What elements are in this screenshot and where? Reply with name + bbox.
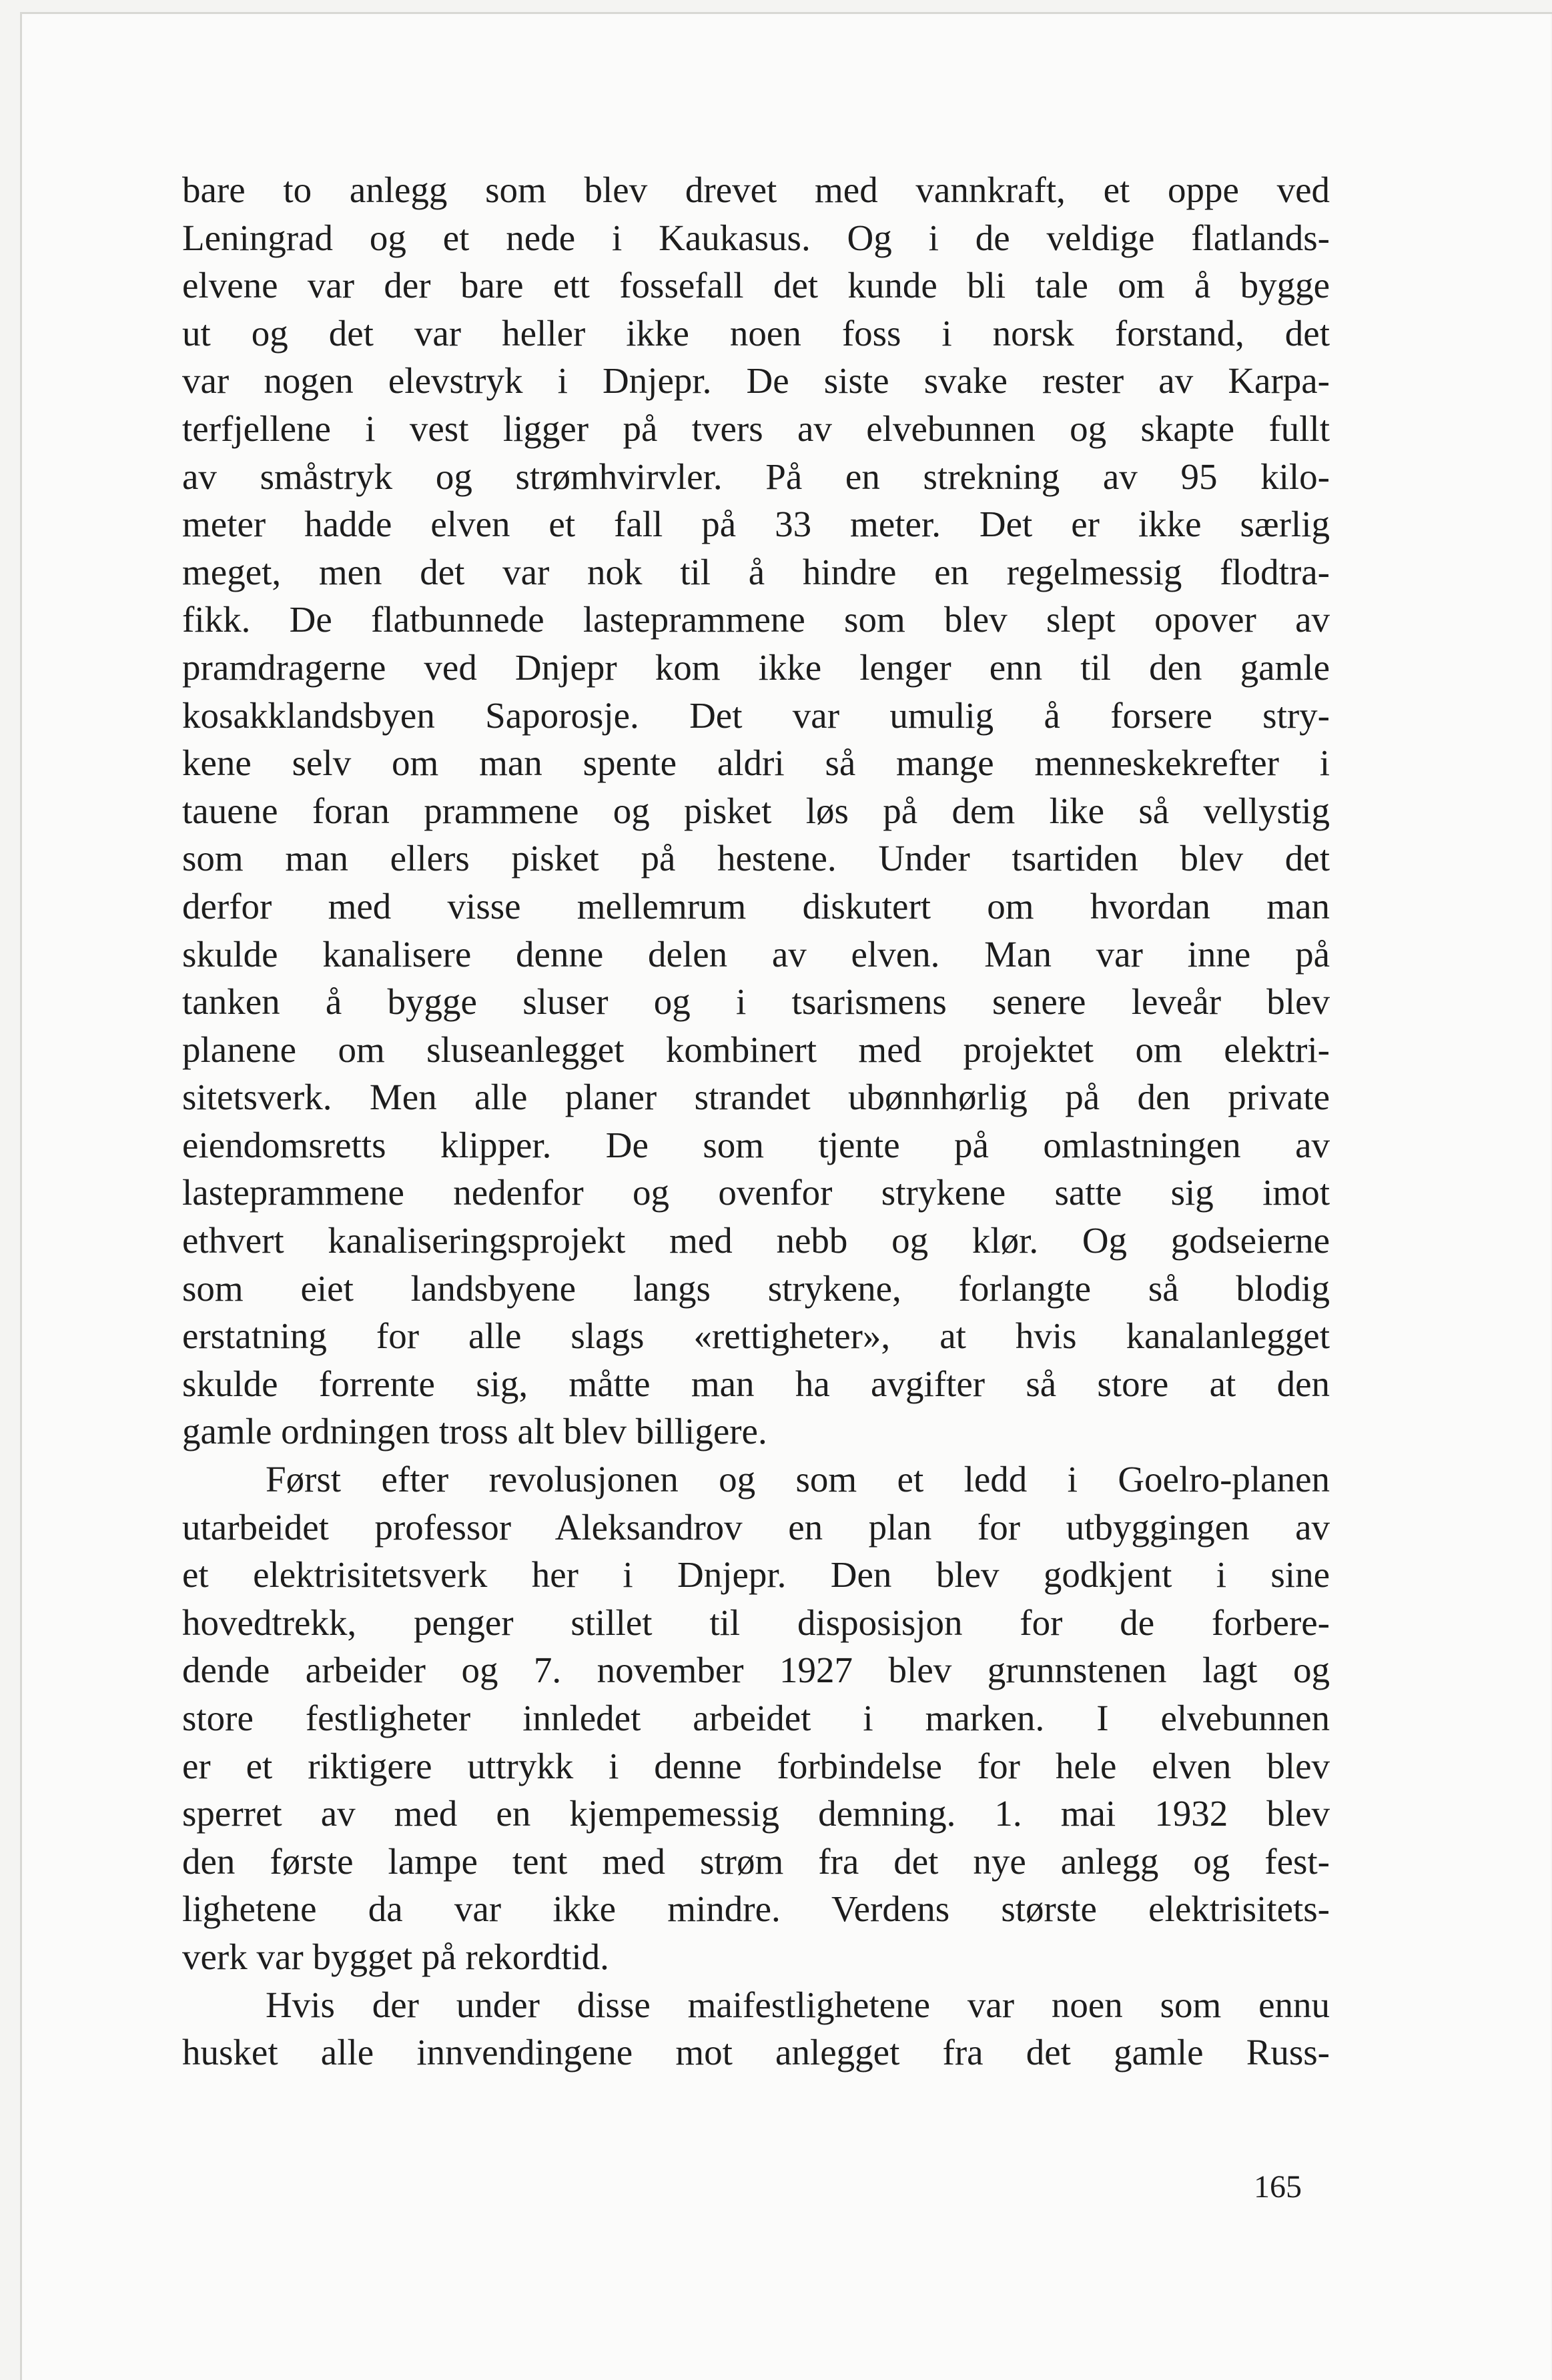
paragraph-first-line: Hvis der under disse maifestlighetene var noen som ennu — [266, 1984, 1330, 2025]
text-line: av småstryk og strømhvirvler. På en strekning av 95 kilo- — [182, 456, 1330, 497]
text-line: er et riktigere uttrykk i denne forbindelse for hele elven blev — [182, 1745, 1330, 1786]
page-number: 165 — [1254, 2169, 1302, 2205]
text-line: fikk. De flatbunnede lasteprammene som blev slept opover av — [182, 599, 1330, 640]
text-line: erstatning for alle slags «rettigheter», at hvis kanalanlegget — [182, 1315, 1330, 1357]
text-line: hovedtrekk, penger stillet til disposisjon for de forbere- — [182, 1602, 1330, 1643]
text-line: eiendomsretts klipper. De som tjente på omlastningen av — [182, 1124, 1330, 1165]
text-line: terfjellene i vest ligger på tvers av elvebunnen og skapte fullt — [182, 408, 1330, 449]
paragraph-first-line: Først efter revolusjonen og som et ledd i Goelro-planen — [266, 1459, 1330, 1500]
text-line: planene om sluseanlegget kombinert med projektet om elektri- — [182, 1029, 1330, 1070]
text-line: pramdragerne ved Dnjepr kom ikke lenger enn til den gamle — [182, 646, 1330, 688]
text-line: skulde forrente sig, måtte man ha avgifter så store at den — [182, 1363, 1330, 1404]
text-line: gamle ordningen tross alt blev billigere. — [182, 1411, 767, 1452]
text-line: meget, men det var nok til å hindre en regelmessig flodtra- — [182, 551, 1330, 592]
text-line: tanken å bygge sluser og i tsarismens senere leveår blev — [182, 981, 1330, 1023]
text-line: den første lampe tent med strøm fra det nye anlegg og fest- — [182, 1840, 1330, 1882]
text-line: kene selv om man spente aldri så mange menneskekrefter i — [182, 742, 1330, 784]
text-line: sperret av med en kjempemessig demning. 1. mai 1932 blev — [182, 1793, 1330, 1834]
text-line: et elektrisitetsverk her i Dnjepr. Den blev godkjent i sine — [182, 1554, 1330, 1596]
text-line: derfor med visse mellemrum diskutert om hvordan man — [182, 885, 1330, 927]
text-line: skulde kanalisere denne delen av elven. Man var inne på — [182, 933, 1330, 975]
text-line: ut og det var heller ikke noen foss i norsk forstand, det — [182, 312, 1330, 354]
text-line: verk var bygget på rekordtid. — [182, 1936, 609, 1977]
text-line: store festligheter innledet arbeidet i marken. I elvebunnen — [182, 1698, 1330, 1738]
text-line: tauene foran prammene og pisket løs på dem like så vellystig — [182, 790, 1330, 831]
text-line: som man ellers pisket på hestene. Under tsartiden blev det — [182, 838, 1330, 879]
text-line: Leningrad og et nede i Kaukasus. Og i de veldige flatlands- — [182, 217, 1330, 258]
text-line: bare to anlegg som blev drevet med vannkraft, et oppe ved — [182, 169, 1330, 210]
body-text — [182, 166, 1330, 2076]
text-line: utarbeidet professor Aleksandrov en plan for utbyggingen av — [182, 1506, 1330, 1548]
text-line: meter hadde elven et fall på 33 meter. Det er ikke særlig — [182, 504, 1330, 545]
text-line: dende arbeider og 7. november 1927 blev grunnstenen lagt og — [182, 1650, 1330, 1691]
text-line: elvene var der bare ett fossefall det kunde bli tale om å bygge — [182, 265, 1330, 306]
text-line: som eiet landsbyene langs strykene, forlangte så blodig — [182, 1267, 1330, 1309]
text-line: husket alle innvendingene mot anlegget fra det gamle Russ- — [182, 2032, 1330, 2073]
text-line: lighetene da var ikke mindre. Verdens største elektrisitets- — [182, 1888, 1330, 1930]
text-line: var nogen elevstryk i Dnjepr. De siste svake rester av Karpa- — [182, 360, 1330, 402]
book-page — [20, 12, 1552, 2380]
text-line: sitetsverk. Men alle planer strandet ubønnhørlig på den private — [182, 1077, 1330, 1118]
text-line: ethvert kanaliseringsprojekt med nebb og klør. Og godseierne — [182, 1220, 1330, 1261]
text-line: lasteprammene nedenfor og ovenfor strykene satte sig imot — [182, 1172, 1330, 1213]
text-line: kosakklandsbyen Saporosje. Det var umulig å forsere stry- — [182, 694, 1330, 736]
